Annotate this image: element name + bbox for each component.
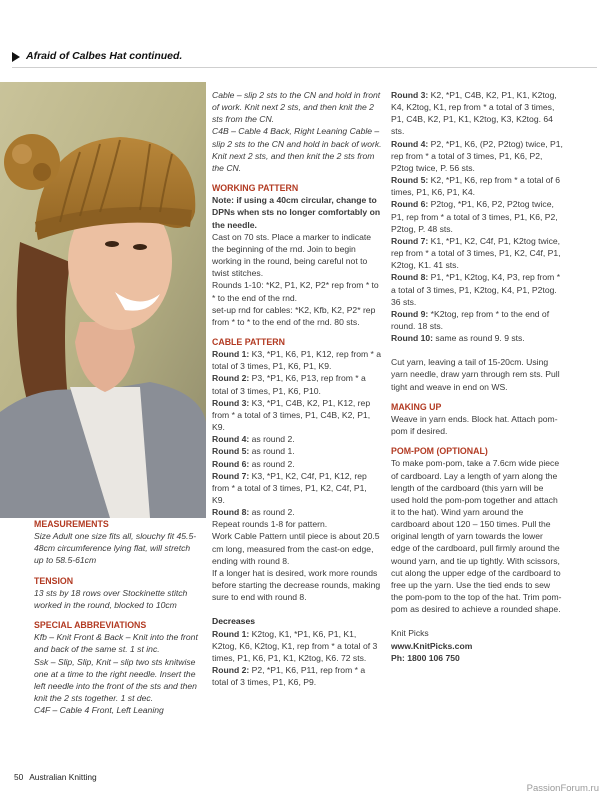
decrease-round-8	[391, 271, 563, 307]
round-label: Round 1:	[212, 628, 250, 639]
decrease-round-1	[212, 628, 382, 664]
credit-phone: Ph: 1800 106 750	[391, 652, 460, 663]
round-label: Round 3:	[212, 397, 250, 408]
decrease-round-6	[391, 198, 563, 234]
decrease-round-9	[391, 308, 563, 332]
making-up-heading: MAKING UP	[391, 401, 442, 412]
round-text: P3, *P1, K6, P13, rep from * a total of 3 times, P1, K6, P10.	[212, 373, 366, 396]
cable-round-4	[212, 433, 382, 445]
setup-round: set-up rnd for cables: *K2, Kfb, K2, P2* rep from * to * to the end of the rnd. 80 sts.	[212, 304, 376, 327]
pompom-text: To make pom-pom, take a 7.6cm wide piece of cardboard. Lay a length of yarn along the length of the cardboard (this yarn will be used hold the pom-pom together and attach it to the hat). Wind yarn around the cardboard about 120 – 150 times. Pull the original length of yarn towards the lower edge of the cardboard, pull firmly around the wound yarn, and tie up tightly. With scissors, cut along the upper edge of the cardboard to free up the yarn. Use the tied ends to sew the pom-pom to the top of the hat. Trim pom-pom as desired to achieve a rounded shape.	[391, 458, 562, 615]
header-divider	[12, 67, 597, 68]
page-number: 50	[14, 772, 24, 782]
cable-round-1	[212, 348, 382, 372]
round-text: P1, *P1, K2tog, K4, P3, rep from * a total of 3 times, P1, K2tog, K4, P1, P2tog. 36 sts.	[391, 272, 561, 307]
round-text: K2, *P1, C4B, K2, P1, K1, K2tog, K4, K2tog, K1, rep from * a total of 3 times, P1, C4B, K2, P1, K1, K2tog, K3, K2tog. 64 sts.	[391, 90, 557, 137]
middle-column	[212, 89, 382, 688]
decrease-round-10	[391, 332, 563, 344]
cable-round-7	[212, 470, 382, 506]
round-label: Round 8:	[391, 272, 429, 283]
round-label: Round 5:	[212, 446, 250, 457]
round-text: K2, *P1, K6, rep from * a total of 6 times, P1, K6, P1, K4.	[391, 175, 561, 198]
round-label: Round 7:	[212, 470, 250, 481]
magazine-name: Australian Knitting	[29, 772, 97, 782]
round-label: Round 1:	[212, 349, 250, 360]
decrease-round-5	[391, 174, 563, 198]
rounds-1-10: Rounds 1-10: *K2, P1, K2, P2* rep from * to * to the end of the rnd.	[212, 280, 379, 303]
decrease-round-3	[391, 89, 563, 138]
round-text: K3, *P1, C4B, K2, P1, K12, rep from * a total of 3 times, P1, C4B, K2, P1, K9.	[212, 397, 371, 433]
round-label: Round 5:	[391, 175, 429, 186]
round-text: P2tog, *P1, K6, P2, P2tog twice, P1, rep from * a total of 3 times, P1, K6, P2, P2tog, P. 48 sts.	[391, 199, 558, 234]
page-footer	[14, 772, 97, 782]
working-note: Note: if using a 40cm circular, change to DPNs when sts no longer comfortably on the needle.	[212, 195, 381, 230]
round-label: Round 7:	[391, 235, 429, 246]
round-text: as round 2.	[249, 507, 295, 518]
watermark: PassionForum.ru	[526, 783, 599, 794]
cable-round-2	[212, 372, 382, 396]
cast-on-text: Cast on 70 sts. Place a marker to indicate the beginning of the rnd. Join to begin working in the round, being careful not to twist stitches.	[212, 231, 372, 279]
decrease-round-2	[212, 664, 382, 688]
round-label: Round 4:	[391, 138, 429, 149]
page-header-title: Afraid of Calbes Hat continued.	[26, 50, 183, 62]
credit-name: Knit Picks	[391, 628, 429, 639]
round-text: P2, *P1, K6, P11, rep from * a total of 3 times, P1, K6, P9.	[212, 665, 366, 688]
round-label: Round 8:	[212, 507, 250, 518]
credit-website: www.KnitPicks.com	[391, 640, 473, 651]
decrease-round-7	[391, 235, 563, 271]
round-label: Round 2:	[212, 665, 250, 676]
repeat-text: Repeat rounds 1-8 for pattern.	[212, 519, 328, 530]
round-label: Round 3:	[391, 90, 429, 100]
round-text: as round 2.	[249, 434, 295, 445]
round-text: K3, *P1, K6, P1, K12, rep from * a total of 3 times, P1, K6, P1, K9.	[212, 349, 382, 372]
abbreviations-heading: SPECIAL ABBREVIATIONS	[34, 620, 147, 631]
round-text: P2, *P1, K6, (P2, P2tog) twice, P1, rep from * a total of 3 times, P1, K6, P2, P2tog twice, P. 56 sts.	[391, 138, 563, 173]
header-arrow-icon	[12, 52, 20, 62]
cable-round-3	[212, 397, 382, 433]
measurements-heading: MEASUREMENTS	[34, 519, 109, 529]
round-label: Round 2:	[212, 373, 250, 384]
abbreviation-c4f: C4F – Cable 4 Front, Left Leaning	[34, 705, 164, 716]
tension-heading: TENSION	[34, 575, 74, 586]
round-text: same as round 9. 9 sts.	[433, 333, 525, 344]
work-until-text: Work Cable Pattern until piece is about 20.5 cm long, measured from the cast-on edge, ending with round 8.	[212, 531, 380, 566]
abbreviation-kfb: Kfb – Knit Front & Back – Knit into the front and back of the same st. 1 st inc.	[34, 632, 198, 655]
cable-pattern-heading: CABLE PATTERN	[212, 336, 285, 347]
round-label: Round 10:	[391, 333, 434, 344]
right-column	[391, 89, 563, 664]
decreases-heading: Decreases	[212, 616, 256, 627]
tension-text: 13 sts by 18 rows over Stockinette stitch worked in the round, blocked to 10cm	[34, 587, 188, 610]
round-label: Round 9:	[391, 308, 429, 319]
measurements-text: Size Adult one size fits all, slouchy fit 45.5-48cm circumference lying flat, will stretch up to 58.5-61cm	[34, 531, 197, 566]
round-text: K2tog, K1, *P1, K6, P1, K1, K2tog, K6, K2tog, K1, rep from * a total of 3 times, P1, K6, P1, K1, K2tog, K6. 72 sts.	[212, 628, 378, 663]
abbreviation-ssk: Ssk – Slip, Slip, Knit – slip two sts knitwise one at a time to the right needle. Insert the left needle into the front of the sts and then knit the 2 sts together. 1 st dec.	[34, 656, 197, 704]
round-text: K3, *P1, K2, C4f, P1, K12, rep from * a total of 3 times, P1, K2, C4f, P1, K9.	[212, 470, 367, 505]
working-pattern-heading: WORKING PATTERN	[212, 183, 299, 194]
cable-round-8	[212, 506, 382, 518]
round-label: Round 4:	[212, 434, 250, 445]
cable-intro: Cable – slip 2 sts to the CN and hold in front of work. Knit next 2 sts, and then knit the 2 sts from the CN.	[212, 90, 381, 125]
pompom-heading: POM-POM (OPTIONAL)	[391, 446, 488, 457]
longer-hat-text: If a longer hat is desired, work more rounds before starting the decrease rounds, making sure to end with round 8.	[212, 567, 381, 603]
c4b-definition: C4B – Cable 4 Back, Right Leaning Cable – slip 2 sts to the CN and hold in back of work. Knit next 2 sts, and then knit the 2 sts from the CN.	[212, 126, 382, 173]
round-label: Round 6:	[212, 458, 250, 469]
model-photo	[0, 82, 206, 518]
cable-round-5	[212, 445, 382, 457]
making-up-text: Weave in yarn ends. Block hat. Attach pom-pom if desired.	[391, 413, 558, 437]
cut-yarn-text: Cut yarn, leaving a tail of 15-20cm. Using yarn needle, draw yarn through rem sts. Pull tight and weave in end on WS.	[391, 357, 560, 392]
round-text: K1, *P1, K2, C4f, P1, K2tog twice, rep from * a total of 3 times, P1, K2, C4f, P1, K2tog, K1. 41 sts.	[391, 235, 561, 271]
decrease-round-4	[391, 138, 563, 174]
round-text: as round 2.	[249, 458, 295, 469]
round-text: as round 1.	[249, 446, 295, 457]
round-text: *K2tog, rep from * to the end of round. 18 sts.	[391, 308, 550, 331]
left-column	[34, 518, 200, 716]
round-label: Round 6:	[391, 199, 429, 210]
cable-round-6	[212, 458, 382, 470]
